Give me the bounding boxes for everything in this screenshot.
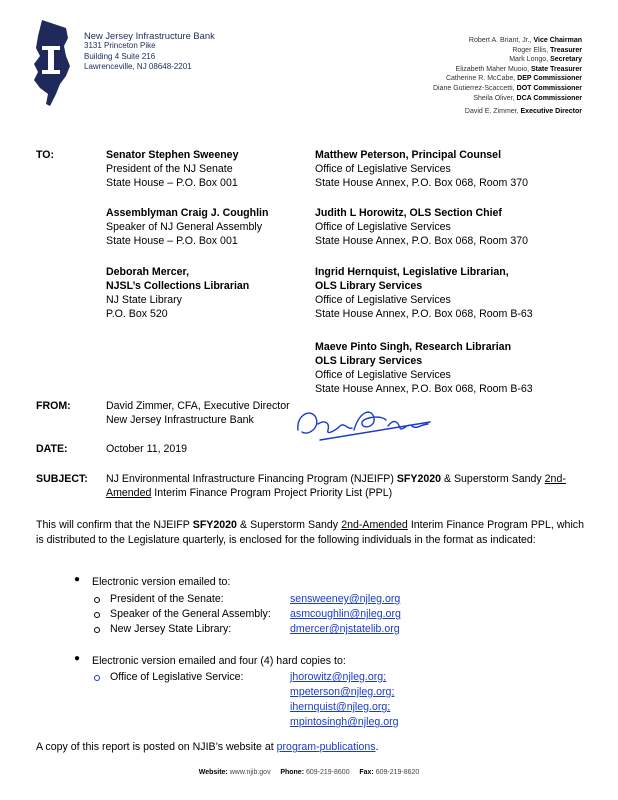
recipient-title: OLS Library Services <box>315 355 423 367</box>
recipient <box>315 148 585 190</box>
sender-name: David Zimmer, CFA, Executive Director <box>106 400 290 412</box>
handwritten-signature-icon <box>290 400 440 448</box>
footer-label: Website: <box>198 769 228 776</box>
closing-line: A copy of this report is posted on NJIB’s website at program-publications. <box>36 741 379 753</box>
date-label: DATE: <box>36 443 68 455</box>
recipient-name: Senator Stephen Sweeney <box>106 149 239 161</box>
recipient <box>315 206 585 248</box>
board-member: Mark Longo, Secretary <box>509 56 582 64</box>
dist-label: Speaker of the General Assembly: <box>110 608 271 620</box>
from-label: FROM: <box>36 400 71 412</box>
recipient <box>106 148 306 190</box>
email-link[interactable]: ihernquist@njleg.org; <box>290 701 391 713</box>
footer <box>0 769 618 776</box>
dist-heading: Electronic version emailed and four (4) hard copies to: <box>92 655 346 667</box>
recipient-org: NJ State Library <box>106 294 182 306</box>
recipient-title: OLS Library Services <box>315 280 423 292</box>
email-link[interactable]: asmcoughlin@njleg.org <box>290 608 401 620</box>
dist-label: New Jersey State Library: <box>110 623 232 635</box>
recipient-address: State House – P.O. Box 001 <box>106 235 238 247</box>
dist-heading: Electronic version emailed to: <box>92 576 231 588</box>
board-member: Sheila Oliver, DCA Commissioner <box>473 94 582 102</box>
recipient-name: Deborah Mercer, <box>106 266 190 278</box>
recipient-org: Office of Legislative Services <box>315 221 451 233</box>
dist-label: Office of Legislative Service: <box>110 671 244 683</box>
to-label: TO: <box>36 149 55 161</box>
email-link[interactable]: mpeterson@njleg.org; <box>290 686 395 698</box>
signature-image <box>290 400 440 448</box>
circle-bullet-icon <box>94 597 100 603</box>
recipient <box>315 340 585 396</box>
footer-phone: 609-219-8600 <box>306 769 350 776</box>
board-member: Catherine R. McCabe, DEP Commissioner <box>445 75 582 83</box>
email-link[interactable]: sensweeney@njleg.org <box>290 593 401 605</box>
recipient-address: State House Annex, P.O. Box 068, Room 370 <box>315 177 528 189</box>
footer-fax: 609-219-8620 <box>375 769 420 776</box>
recipient-org: Office of Legislative Services <box>315 163 451 175</box>
nj-state-silhouette-icon <box>30 18 72 110</box>
program-publications-link[interactable]: program-publications <box>276 741 376 753</box>
recipient-org: Office of Legislative Services <box>315 294 451 306</box>
recipient-name: Matthew Peterson, Principal Counsel <box>315 149 502 161</box>
footer-website[interactable]: www.njib.gov <box>229 769 271 776</box>
sender <box>106 399 306 427</box>
recipient <box>106 206 306 248</box>
recipient-address: State House – P.O. Box 001 <box>106 177 238 189</box>
recipient-org: Office of Legislative Services <box>315 369 451 381</box>
subject-label: SUBJECT: <box>36 473 88 485</box>
address-line: Building 4 Suite 216 <box>84 51 156 61</box>
org-address <box>84 30 215 73</box>
recipient-title: NJSL’s Collections Librarian <box>106 280 250 292</box>
circle-bullet-icon <box>94 612 100 618</box>
bullet-icon: ● <box>74 653 81 664</box>
board-member: Robert A. Briant, Jr., Vice Chairman <box>468 37 582 44</box>
recipient-address: State House Annex, P.O. Box 068, Room 370 <box>315 235 528 247</box>
board-member: Elizabeth Maher Muoio, State Treasurer <box>455 65 582 73</box>
circle-bullet-icon <box>94 627 100 633</box>
sender-org: New Jersey Infrastructure Bank <box>106 414 254 426</box>
body-paragraph: This will confirm that the NJEIFP SFY2020 & Superstorm Sandy 2nd-Amended Interim Finance Program PPL, which is distributed to the Legislature quarterly, is enclosed for the following individuals in the format as indicated: <box>36 519 584 546</box>
recipient-title: Speaker of NJ General Assembly <box>106 221 263 233</box>
footer-label: Phone: <box>280 769 305 776</box>
address-line: 3131 Princeton Pike <box>84 41 156 50</box>
address-line: Lawrenceville, NJ 08648-2201 <box>84 62 192 71</box>
email-link[interactable]: dmercer@njstatelib.org <box>290 623 400 635</box>
executive-director: David E. Zimmer, Executive Director <box>464 108 582 116</box>
recipient <box>106 265 306 321</box>
email-link[interactable]: mpintosingh@njleg.org <box>290 716 399 728</box>
recipient-name: Assemblyman Craig J. Coughlin <box>106 207 269 219</box>
footer-label: Fax: <box>359 769 374 776</box>
board-member: Diane Gutierrez-Scaccetti, DOT Commissioner <box>432 84 582 92</box>
dist-label: President of the Senate: <box>110 593 224 605</box>
org-name: New Jersey Infrastructure Bank <box>84 30 215 41</box>
recipient-address: State House Annex, P.O. Box 068, Room B-63 <box>315 383 533 395</box>
circle-bullet-icon <box>94 675 100 681</box>
subject-text: NJ Environmental Infrastructure Financing Program (NJEIFP) SFY2020 & Superstorm Sandy 2nd- Amended Interim Finance Program Project Priority List (PPL) <box>106 473 566 499</box>
email-link[interactable]: jhorowitz@njleg.org; <box>290 671 387 683</box>
recipient-name: Judith L Horowitz, OLS Section Chief <box>315 207 502 219</box>
recipient-address: P.O. Box 520 <box>106 308 168 320</box>
njib-logo <box>30 18 72 110</box>
board-member: Roger Ellis, Treasurer <box>512 46 582 54</box>
recipient-address: State House Annex, P.O. Box 068, Room B-63 <box>315 308 533 320</box>
bullet-icon: ● <box>74 574 81 585</box>
board-list <box>322 36 582 117</box>
recipient-title: President of the NJ Senate <box>106 163 233 175</box>
recipient-name: Ingrid Hernquist, Legislative Librarian, <box>315 266 509 278</box>
recipient <box>315 265 585 321</box>
date-value: October 11, 2019 <box>106 443 188 455</box>
recipient-name: Maeve Pinto Singh, Research Librarian <box>315 341 512 353</box>
